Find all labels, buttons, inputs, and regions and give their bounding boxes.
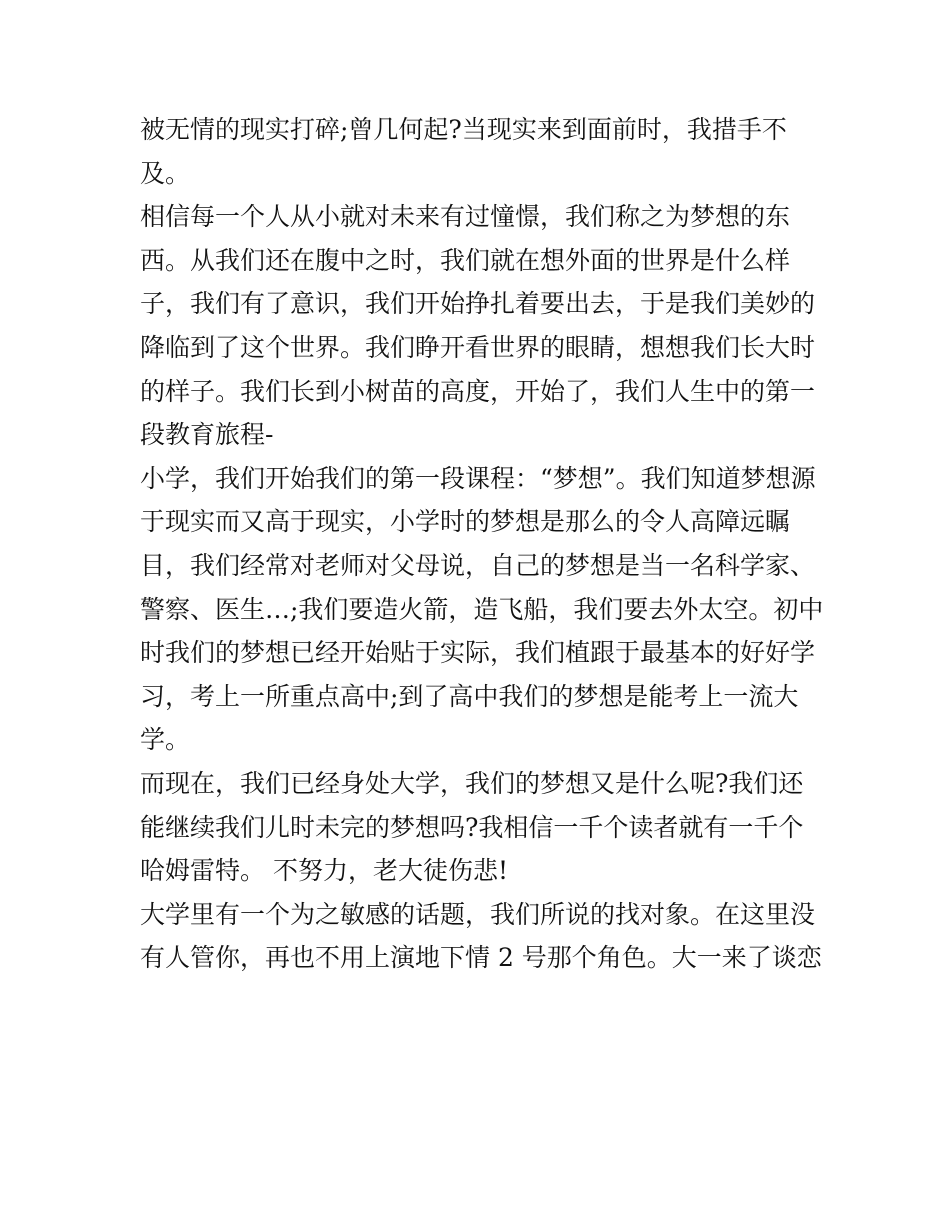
text-line: 哈姆雷特。 不努力，老大徒伤悲!	[140, 856, 508, 886]
text-line: 于现实而又高于现实，小学时的梦想是那么的令人高障远瞩	[140, 507, 791, 537]
text-line: 时我们的梦想已经开始贴于实际，我们植跟于最基本的好好学	[140, 638, 816, 668]
text-line: 及。	[140, 158, 191, 188]
text-line: 警察、医生…;我们要造火箭，造飞船，我们要去外太空。初中	[140, 594, 824, 624]
text-line: 目，我们经常对老师对父母说，自己的梦想是当一名科学家、	[140, 550, 816, 580]
text-line: 被无情的现实打碎;曾几何起?当现实来到面前时，我措手不	[140, 115, 787, 144]
text-line: 小学，我们开始我们的第一段课程：“梦想”。我们知道梦想源	[140, 463, 816, 493]
text-line: 子，我们有了意识，我们开始挣扎着要出去，于是我们美妙的	[140, 289, 816, 319]
text-line: 降临到了这个世界。我们睁开看世界的眼睛，想想我们长大时	[140, 332, 816, 362]
text-line: 段教育旅程-	[140, 420, 274, 450]
text-line: 习，考上一所重点高中;到了高中我们的梦想是能考上一流大	[140, 681, 799, 711]
text-line: 相信每一个人从小就对未来有过憧憬，我们称之为梦想的东	[140, 202, 791, 232]
body-text	[140, 108, 824, 980]
text-line: 的样子。我们长到小树苗的高度，开始了，我们人生中的第一	[140, 376, 816, 406]
text-line: 学。	[140, 725, 191, 755]
text-line: 有人管你，再也不用上演地下情 2 号那个角色。大一来了谈恋	[140, 943, 822, 973]
text-line: 西。从我们还在腹中之时，我们就在想外面的世界是什么样	[140, 245, 791, 275]
text-line: 能继续我们儿时未完的梦想吗?我相信一千个读者就有一千个	[140, 812, 804, 842]
text-line: 而现在，我们已经身处大学，我们的梦想又是什么呢?我们还	[140, 768, 804, 798]
text-line: 大学里有一个为之敏感的话题，我们所说的找对象。在这里没	[140, 899, 816, 929]
